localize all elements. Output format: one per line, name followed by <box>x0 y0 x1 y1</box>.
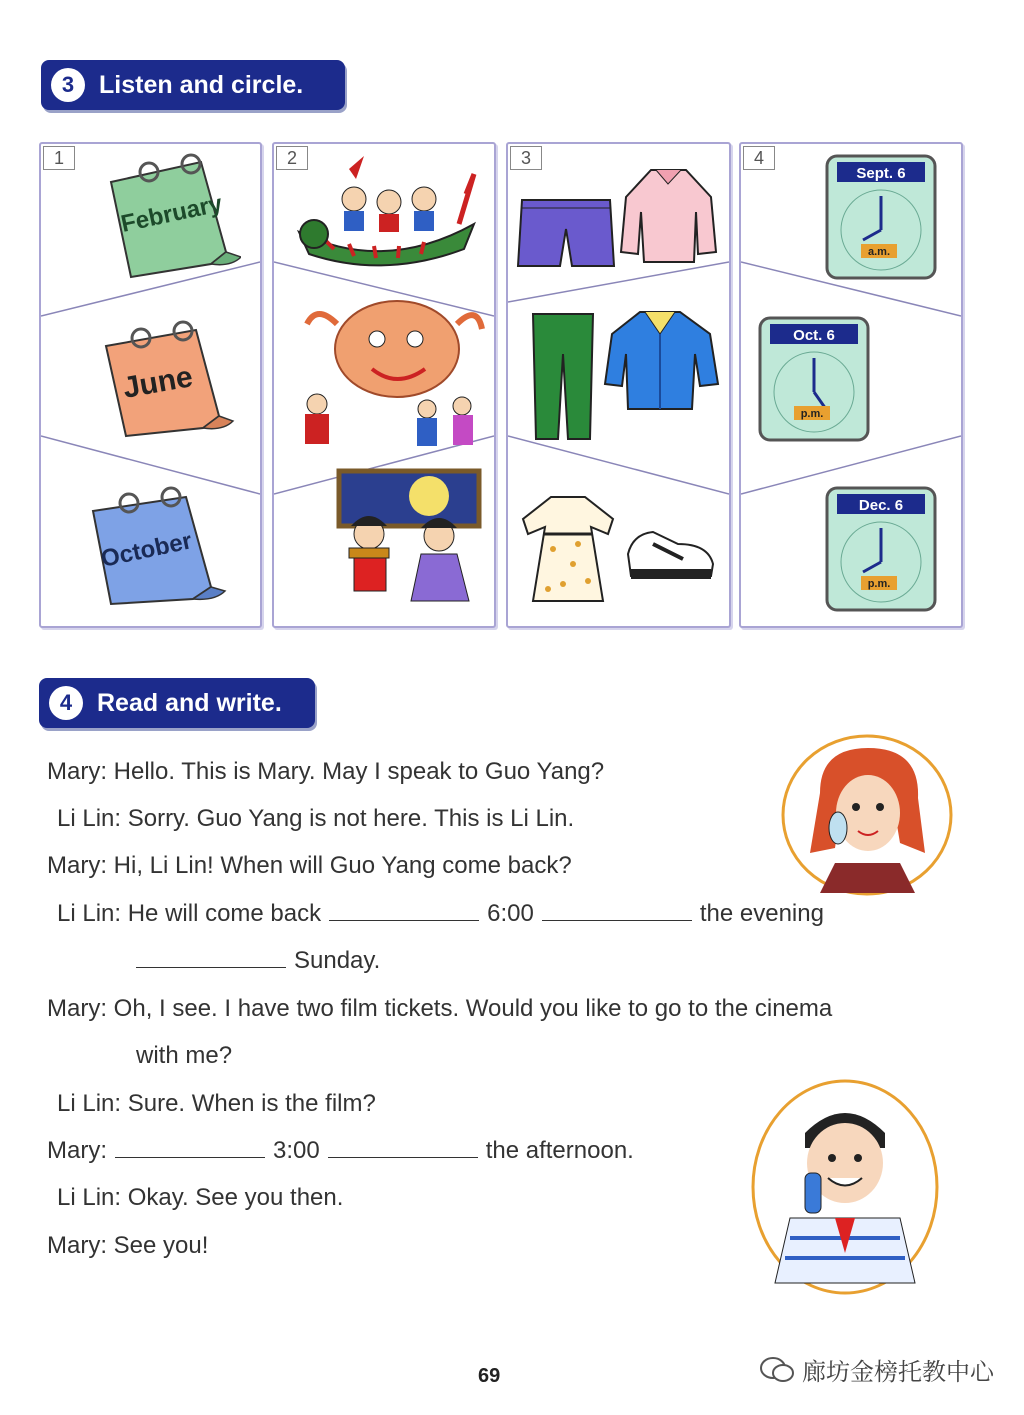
calendar-october-icon[interactable] <box>81 479 241 609</box>
dialogue-line-5 <box>128 947 380 975</box>
dialogue-line-6b <box>136 1042 232 1070</box>
section-number: 3 <box>51 68 85 102</box>
line-text: Hi, Li Lin! When will Guo Yang come back? <box>113 852 572 879</box>
trousers-icon[interactable] <box>528 309 598 444</box>
shorts-icon[interactable] <box>516 194 616 274</box>
line-text: 3:00 <box>273 1137 320 1164</box>
answer-blank[interactable] <box>328 1137 478 1158</box>
mid-autumn-icon[interactable] <box>329 466 489 621</box>
line-text: 6:00 <box>487 900 534 927</box>
coat-icon[interactable] <box>600 304 725 414</box>
clock-date: Dec. 6 <box>858 497 904 514</box>
panel-number: 3 <box>510 146 542 170</box>
dialogue-line-1 <box>47 758 604 786</box>
speaker-mary: Mary: <box>47 1232 107 1259</box>
speaker-lilin: Li Lin: <box>57 1184 122 1211</box>
lion-dance-icon[interactable] <box>277 294 492 454</box>
panel-2 <box>272 142 496 628</box>
clock-date: Sept. 6 <box>856 165 906 182</box>
clock-sept-icon[interactable] <box>823 152 939 282</box>
dragon-boat-icon[interactable] <box>294 154 479 269</box>
section-title: Listen and circle. <box>99 70 304 99</box>
dialogue-line-10 <box>47 1232 208 1260</box>
dialogue-line-4 <box>57 900 824 928</box>
panel-3 <box>506 142 731 628</box>
clock-dec-icon[interactable] <box>823 484 939 614</box>
calendar-label: October <box>98 527 195 573</box>
dress-icon[interactable] <box>513 489 623 609</box>
line-text: Hello. This is Mary. May I speak to Guo Yang? <box>113 758 605 785</box>
line-text: Sure. When is the film? <box>127 1090 376 1117</box>
calendar-label: February <box>118 190 225 238</box>
clock-oct-icon[interactable] <box>756 314 872 444</box>
wechat-icon <box>760 1356 794 1384</box>
line-text: the evening <box>699 900 824 927</box>
clock-period: p.m. <box>800 408 824 420</box>
speaker-mary: Mary: <box>47 1137 107 1164</box>
mary-phone-portrait <box>780 733 955 898</box>
calendar-february-icon[interactable] <box>91 152 241 282</box>
shirt-icon[interactable] <box>616 162 721 267</box>
watermark <box>760 1352 994 1387</box>
dialogue-line-3 <box>47 852 572 880</box>
speaker-mary: Mary: <box>47 852 107 879</box>
panel-number: 2 <box>276 146 308 170</box>
section-3-header <box>41 60 345 110</box>
guo-yang-phone-portrait <box>750 1078 940 1296</box>
answer-blank[interactable] <box>329 900 479 921</box>
answer-blank[interactable] <box>136 947 286 968</box>
dialogue-line-8 <box>47 1137 634 1165</box>
speaker-lilin: Li Lin: <box>57 900 122 927</box>
speaker-mary: Mary: <box>47 758 107 785</box>
dialogue-line-7 <box>57 1090 376 1118</box>
line-text: He will come back <box>127 900 322 927</box>
panel-1 <box>39 142 262 628</box>
line-text: Oh, I see. I have two film tickets. Would you like to go to the cinema <box>113 995 833 1022</box>
answer-blank[interactable] <box>115 1137 265 1158</box>
speaker-lilin: Li Lin: <box>57 1090 122 1117</box>
sneakers-icon[interactable] <box>623 514 718 589</box>
line-text: See you! <box>113 1232 209 1259</box>
line-text: with me? <box>136 1042 233 1069</box>
dialogue-line-9 <box>57 1184 343 1212</box>
line-text: the afternoon. <box>485 1137 634 1164</box>
section-4-header <box>39 678 315 728</box>
line-text: Okay. See you then. <box>127 1184 344 1211</box>
speaker-mary: Mary: <box>47 995 107 1022</box>
line-text: Sunday. <box>294 947 381 974</box>
panel-number: 4 <box>743 146 775 170</box>
dialogue-line-2 <box>57 805 574 833</box>
calendar-label: June <box>120 360 196 405</box>
panel-4 <box>739 142 963 628</box>
watermark-text: 廊坊金榜托教中心 <box>802 1358 994 1386</box>
line-text: Sorry. Guo Yang is not here. This is Li Lin. <box>127 805 575 832</box>
dialogue-line-6 <box>47 995 832 1023</box>
clock-period: a.m. <box>867 246 891 258</box>
speaker-lilin: Li Lin: <box>57 805 122 832</box>
answer-blank[interactable] <box>542 900 692 921</box>
panel-number: 1 <box>43 146 75 170</box>
clock-period: p.m. <box>867 578 891 590</box>
clock-date: Oct. 6 <box>793 327 835 344</box>
page-number: 69 <box>478 1365 501 1387</box>
calendar-june-icon[interactable] <box>91 316 241 441</box>
section-title: Read and write. <box>97 688 282 717</box>
section-number: 4 <box>49 686 83 720</box>
